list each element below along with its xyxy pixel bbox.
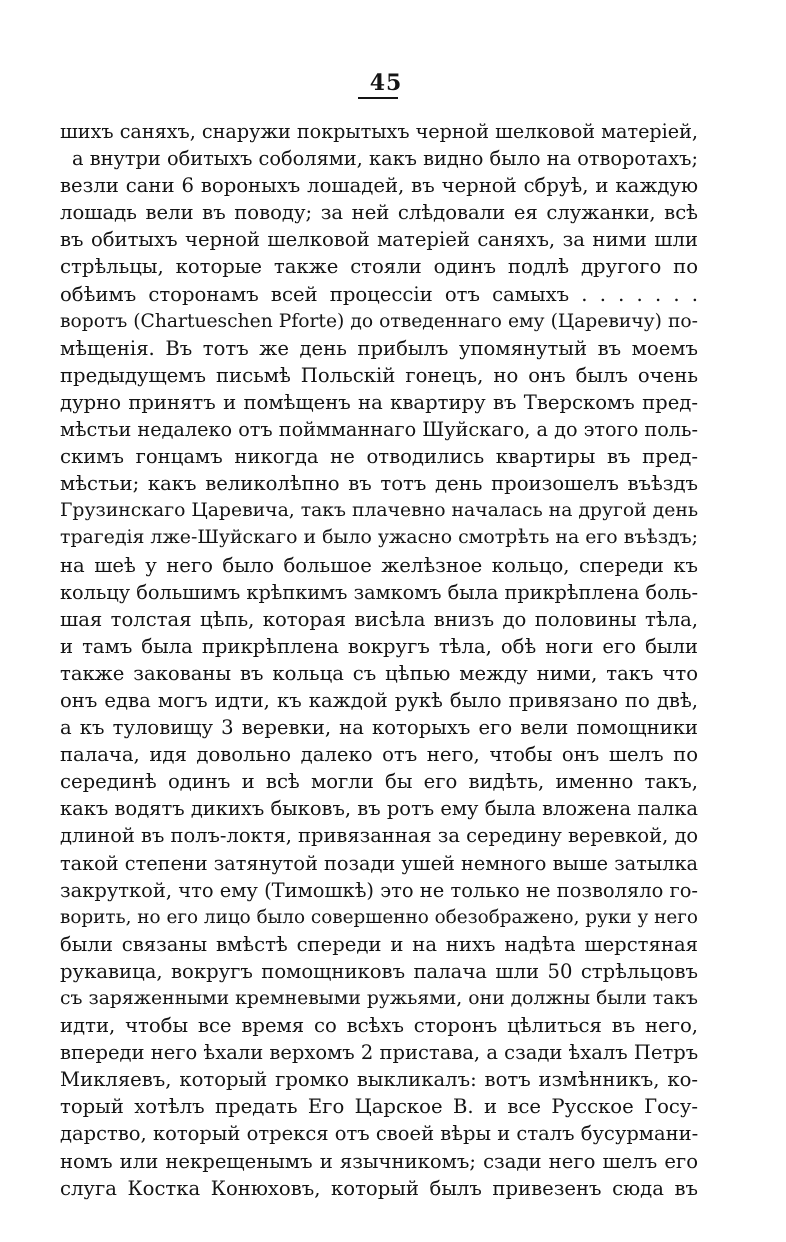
text-line: Грузинскаго Царевича, такъ плачевно началась на другой день — [60, 500, 699, 522]
text-line: а къ туловищу 3 веревки, на которыхъ его вели помощники — [60, 716, 698, 740]
text-line: трагедія лже-Шуйскаго и было ужасно смотрѣть на его въѣздъ; — [60, 526, 698, 549]
text-line: палача, идя довольно далеко отъ него, чтобы онъ шелъ по — [60, 743, 698, 767]
text-line: шихъ саняхъ, снаружи покрытыхъ черной шелковой матеріей, — [60, 120, 698, 143]
text-line: торый хотѣлъ предать Его Царское В. и все Русское Госу- — [60, 1095, 698, 1119]
text-line: съ заряженными кремневыми ружьями, они должны были такъ — [60, 988, 698, 1009]
text-line: предыдущемъ письмѣ Польскій гонецъ, но онъ былъ очень — [60, 363, 698, 387]
text-line: въ обитыхъ черной шелковой матеріей саняхъ, за ними шли — [60, 228, 698, 252]
text-line: на шеѣ у него было большое желѣзное кольцо, спереди къ — [60, 553, 698, 577]
text-line: везли сани 6 вороныхъ лошадей, въ черной сбруѣ, и каждую — [60, 174, 698, 198]
text-line: онъ едва могъ идти, къ каждой рукѣ было привязано по двѣ, — [60, 688, 698, 712]
text-line: Микляевъ, который громко выкликалъ: вотъ измѣнникъ, ко- — [60, 1068, 698, 1092]
text-line: а внутри обитыхъ соболями, какъ видно было на отворотахъ; — [72, 147, 698, 171]
text-line: и тамъ была прикрѣплена вокругъ тѣла, обѣ ноги его были — [60, 634, 698, 658]
text-line: лошадь вели въ поводу; за ней слѣдовали ея служанки, всѣ — [60, 201, 698, 225]
text-line: слуга Костка Конюховъ, который былъ привезенъ сюда въ — [60, 1176, 698, 1200]
text-line: ворить, но его лицо было совершенно обезображено, руки у него — [60, 906, 698, 928]
text-line: такой степени затянутой позади ушей немного выше затылка — [60, 851, 698, 875]
text-line: рукавица, вокругъ помощниковъ палача шли 50 стрѣльцовъ — [60, 959, 698, 983]
body-text — [60, 118, 698, 1202]
text-line: мѣщенія. Въ тотъ же день прибылъ упомянутый въ моемъ — [60, 336, 698, 360]
text-line: также закованы въ кольца съ цѣпью между ними, такъ что — [60, 661, 698, 685]
page-number: 45 — [369, 70, 403, 96]
text-line: номъ или некрещенымъ и язычникомъ; сзади него шелъ его — [60, 1149, 698, 1173]
text-line: какъ водятъ дикихъ быковъ, въ ротъ ему была вложена палка — [60, 797, 698, 821]
text-line: стрѣльцы, которые также стояли одинъ подлѣ другого по — [60, 255, 698, 279]
text-line: воротъ (Chartueschen Pforte) до отведеннаго ему (Царевичу) по- — [60, 310, 698, 332]
text-line: дарство, который отрекся отъ своей вѣры и сталъ бусурмани- — [60, 1122, 699, 1146]
text-line: были связаны вмѣстѣ спереди и на нихъ надѣта шерстяная — [60, 932, 698, 956]
text-line: дурно принятъ и помѣщенъ на квартиру въ Тверскомъ пред- — [60, 390, 698, 414]
text-line: закруткой, что ему (Тимошкѣ) это не только не позволяло го- — [60, 878, 698, 902]
text-line: длиной въ полъ-локтя, привязанная за середину веревкой, до — [60, 824, 699, 848]
text-line: обѣимъ сторонамъ всей процессіи отъ самыхъ . . . . . . . — [60, 282, 698, 306]
text-line: кольцу большимъ крѣпкимъ замкомъ была прикрѣплена боль- — [60, 580, 698, 604]
text-line: мѣстьи недалеко отъ поймманнаго Шуйскаго, а до этого поль- — [60, 418, 698, 442]
text-line: мѣстьи; какъ великолѣпно въ тотъ день произошелъ въѣздъ — [60, 472, 698, 496]
page-number-underline — [358, 97, 398, 99]
text-line: идти, чтобы все время со всѣхъ сторонъ цѣлиться въ него, — [60, 1014, 698, 1038]
text-line: скимъ гонцамъ никогда не отводились квартиры въ пред- — [60, 445, 698, 469]
text-line: серединѣ одинъ и всѣ могли бы его видѣть, именно такъ, — [60, 770, 698, 794]
text-line: шая толстая цѣпь, которая висѣла внизъ до половины тѣла, — [60, 607, 698, 631]
text-line: впереди него ѣхали верхомъ 2 пристава, а сзади ѣхалъ Петръ — [60, 1041, 699, 1065]
